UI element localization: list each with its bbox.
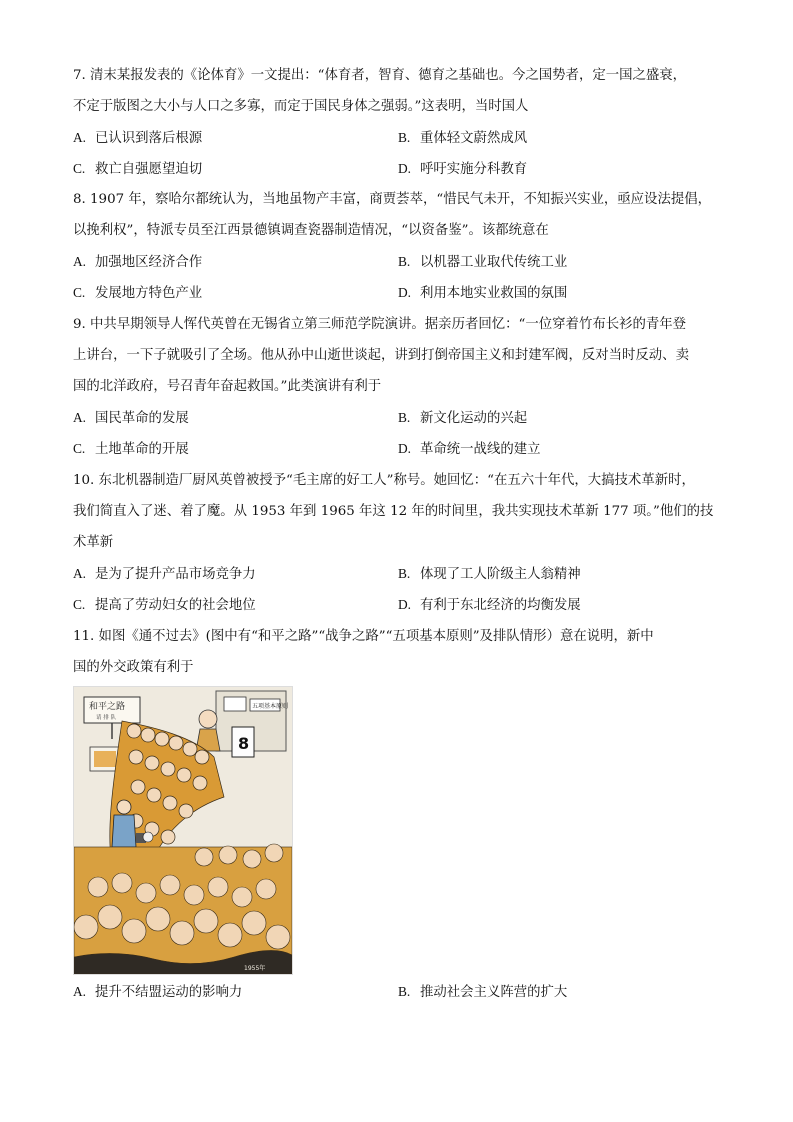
option-label: D. bbox=[398, 441, 412, 456]
option-text: 土地革命的开展 bbox=[95, 442, 189, 457]
option-label: C. bbox=[73, 597, 86, 612]
option-label: C. bbox=[73, 285, 86, 300]
q9-option-c bbox=[73, 439, 189, 460]
q8-stem-line1: 8. 1907 年，察哈尔都统认为，当地虽物产丰富，商贾荟萃，“惜民气未开，不知振兴实业，亟应设法提倡， bbox=[73, 192, 712, 207]
q7-option-b bbox=[398, 128, 527, 149]
option-label: A. bbox=[73, 254, 87, 269]
option-label: B. bbox=[398, 984, 411, 999]
option-text: 重体轻文蔚然成风 bbox=[420, 131, 528, 146]
option-text: 已认识到落后根源 bbox=[95, 131, 203, 146]
q10-stem-line2: 我们简直入了迷、着了魔。从 1953 年到 1965 年这 12 年的时间里，我共实现技术革新 177 项。”他们的技 bbox=[73, 504, 714, 519]
q7-option-d bbox=[398, 159, 527, 180]
q7-stem-line1: 7. 清末某报发表的《论体育》一文提出：“体育者，智育、德育之基础也。今之国势者，定一国之盛衰， bbox=[73, 68, 687, 83]
option-label: B. bbox=[398, 254, 411, 269]
q9-stem-line3: 国的北洋政府，号召青年奋起救国。”此类演讲有利于 bbox=[73, 379, 382, 394]
option-label: D. bbox=[398, 161, 412, 176]
option-text: 体现了工人阶级主人翁精神 bbox=[420, 567, 581, 582]
q9-option-b bbox=[398, 408, 527, 429]
q11-option-a bbox=[73, 982, 242, 1003]
q9-stem-line2: 上讲台，一下子就吸引了全场。他从孙中山逝世谈起，讲到打倒帝国主义和封建军阀，反对当时反动、卖 bbox=[73, 348, 689, 363]
option-text: 新文化运动的兴起 bbox=[420, 411, 528, 426]
option-label: D. bbox=[398, 597, 412, 612]
option-text: 救亡自强愿望迫切 bbox=[95, 162, 203, 177]
option-text: 呼吁实施分科教育 bbox=[420, 162, 528, 177]
q9-stem-line1: 9. 中共早期领导人恽代英曾在无锡省立第三师范学院演讲。据亲历者回忆：“一位穿着竹布长衫的青年登 bbox=[73, 317, 687, 332]
option-label: A. bbox=[73, 566, 87, 581]
q8-option-b bbox=[398, 252, 567, 273]
option-label: B. bbox=[398, 566, 411, 581]
q10-option-c bbox=[73, 595, 256, 616]
q10-option-d bbox=[398, 595, 581, 616]
q8-option-c bbox=[73, 283, 202, 304]
option-label: C. bbox=[73, 161, 86, 176]
q8-option-d bbox=[398, 283, 567, 304]
option-label: B. bbox=[398, 410, 411, 425]
q7-stem-line2: 不定于版图之大小与人口之多寡，而定于国民身体之强弱。”这表明，当时国人 bbox=[73, 99, 529, 114]
booth-label: 五项基本原则 bbox=[252, 703, 289, 710]
option-text: 是为了提升产品市场竞争力 bbox=[95, 567, 256, 582]
q10-option-b bbox=[398, 564, 581, 585]
option-text: 革命统一战线的建立 bbox=[420, 442, 541, 457]
option-label: C. bbox=[73, 441, 86, 456]
q8-option-a bbox=[73, 252, 202, 273]
svg-text:和平之路: 和平之路 bbox=[89, 702, 126, 712]
q11-option-b bbox=[398, 982, 567, 1003]
q10-stem-line1: 10. 东北机器制造厂厨风英曾被授予“毛主席的好工人”称号。她回忆：“在五六十年代，大搞技术革新时， bbox=[73, 473, 695, 488]
q11-stem-line1: 11. 如图《通不过去》(图中有“和平之路”“战争之路”“五项基本原则”及排队情形）意在说明，新中 bbox=[73, 629, 654, 644]
option-text: 加强地区经济合作 bbox=[95, 255, 203, 270]
option-text: 国民革命的发展 bbox=[95, 411, 189, 426]
option-label: A. bbox=[73, 410, 87, 425]
option-text: 发展地方特色产业 bbox=[95, 286, 203, 301]
option-text: 有利于东北经济的均衡发展 bbox=[420, 598, 581, 613]
q9-option-d bbox=[398, 439, 541, 460]
option-label: A. bbox=[73, 984, 87, 999]
q9-option-a bbox=[73, 408, 189, 429]
option-text: 利用本地实业救国的氛围 bbox=[420, 286, 568, 301]
option-label: B. bbox=[398, 130, 411, 145]
option-text: 推动社会主义阵营的扩大 bbox=[420, 985, 568, 1000]
svg-text:请 排 队: 请 排 队 bbox=[96, 715, 116, 721]
q10-stem-line3: 术革新 bbox=[73, 535, 114, 550]
cartoon-image bbox=[73, 686, 293, 975]
q8-stem-line2: 以挽利权”，特派专员至江西景德镇调查瓷器制造情况，“以资备鉴”。该都统意在 bbox=[73, 223, 549, 238]
q7-option-a bbox=[73, 128, 202, 149]
option-label: D. bbox=[398, 285, 412, 300]
option-text: 以机器工业取代传统工业 bbox=[420, 255, 568, 270]
svg-text:8: 8 bbox=[238, 734, 250, 753]
option-text: 提高了劳动妇女的社会地位 bbox=[95, 598, 256, 613]
cartoon-signature: 1955年 bbox=[244, 965, 266, 972]
q11-stem-line2: 国的外交政策有利于 bbox=[73, 660, 194, 675]
crowd-bottom bbox=[74, 844, 292, 974]
q7-option-c bbox=[73, 159, 202, 180]
q10-option-a bbox=[73, 564, 256, 585]
option-label: A. bbox=[73, 130, 87, 145]
option-text: 提升不结盟运动的影响力 bbox=[95, 985, 243, 1000]
